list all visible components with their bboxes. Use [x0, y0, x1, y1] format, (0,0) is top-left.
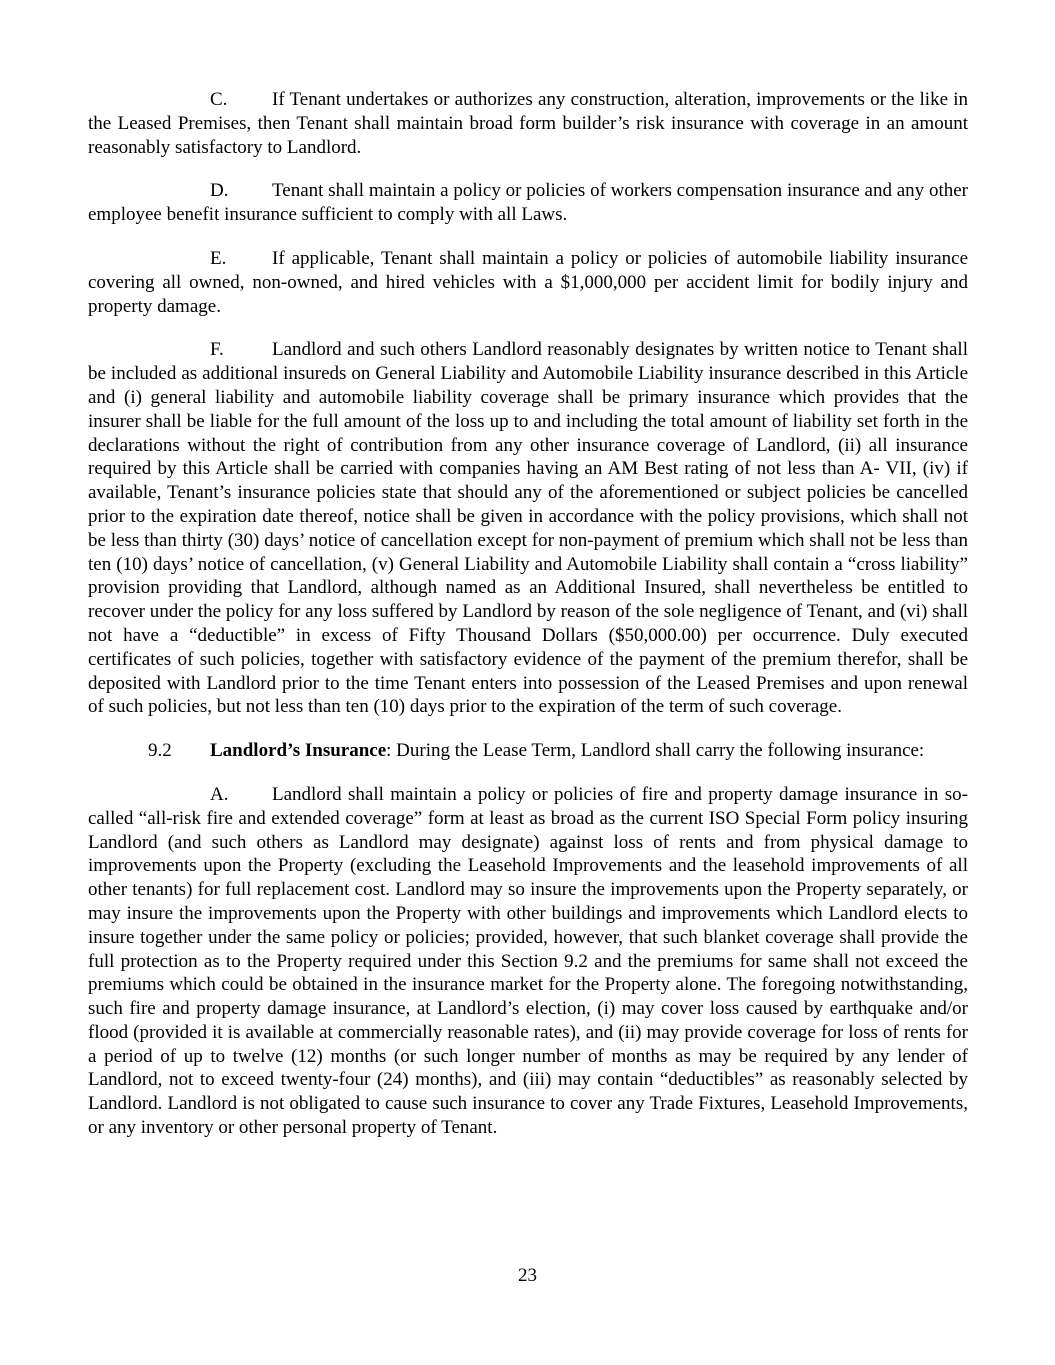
document-page: [88, 88, 968, 1160]
section-9-2: [88, 739, 968, 763]
paragraph-e-text: If applicable, Tenant shall maintain a policy or policies of automobile liability insurance covering all owned, non-owned, and hired vehicles with a $1,000,000 per accident limit for bodily injury and property damage.: [88, 247, 968, 317]
page-number: 23: [518, 1265, 537, 1286]
paragraph-f-text: Landlord and such others Landlord reasonably designates by written notice to Tenant shall be included as additional insureds on General Liability and Automobile Liability insurance described in this Article and (i) general liability and automobile liability coverage shall be primary insurance which provides that the insurer shall be liable for the full amount of the loss up to and including the total amount of liability set forth in the declarations without the right of contribution from any other insurance coverage of Landlord, (ii) all insurance required by this Article shall be carried with companies having an AM Best rating of not less than A- VII, (iv) if available, Tenant’s insurance policies state that should any of the aforementioned or subject policies be cancelled prior to the expiration date thereof, notice shall be given in accordance with the policy provisions, which shall not be less than thirty (30) days’ notice of cancellation except for non-payment of premium which shall not be less than ten (10) days’ notice of cancellation, (v) General Liability and Automobile Liability shall contain a “cross liability” provision providing that Landlord, although named as an Additional Insured, shall nevertheless be entitled to recover under the policy for any loss suffered by Landlord by reason of the sole negligence of Tenant, and (vi) shall not have a “deductible” in excess of Fifty Thousand Dollars ($50,000.00) per occurrence. Duly executed certificates of such policies, together with satisfactory evidence of the payment of the premium therefor, shall be deposited with Landlord prior to the time Tenant enters into possession of the Leased Premises and upon renewal of such policies, but not less than ten (10) days prior to the expiration of the term of such coverage.: [88, 339, 968, 718]
section-intro-text: : During the Lease Term, Landlord shall carry the following insurance:: [386, 740, 925, 762]
paragraph-9-2-a: [88, 783, 968, 1140]
paragraph-c-label: C.: [210, 89, 228, 110]
section-number: 9.2: [148, 740, 172, 762]
paragraph-e: [88, 247, 968, 318]
paragraph-f-label: F.: [210, 339, 224, 361]
paragraph-9-2-a-text: Landlord shall maintain a policy or policies of fire and property damage insurance in so-called “all-risk fire and extended coverage” form at least as broad as the current ISO Special Form policy insuring Landlord (and such others as Landlord may designate) against loss of rents and from physical damage to improvements upon the Property (excluding the Leasehold Improvements and the leasehold improvements of all other tenants) for full replacement cost. Landlord may so insure the improvements upon the Property separately, or may insure the improvements upon the Property with other buildings and improvements which Landlord elects to insure together under the same policy or policies; provided, however, that such blanket coverage shall provide the full protection as to the Property required under this Section 9.2 and the premiums for same shall not exceed the premiums which could be obtained in the insurance market for the Property alone. The foregoing notwithstanding, such fire and property damage insurance, at Landlord’s election, (i) may cover loss caused by earthquake and/or flood (provided it is available at commercially reasonable rates), and (ii) may provide coverage for loss of rents for a period of up to twelve (12) months (or such longer number of months as may be required by any lender of Landlord, not to exceed twenty-four (24) months), and (iii) may contain “deductibles” as reasonably selected by Landlord. Landlord is not obligated to cause such insurance to cover any Trade Fixtures, Leasehold Improvements, or any inventory or other personal property of Tenant.: [88, 783, 968, 1139]
paragraph-d-label: D.: [210, 180, 229, 202]
paragraph-c: [88, 88, 968, 159]
paragraph-9-2-a-label: A.: [210, 783, 229, 805]
paragraph-e-label: E.: [210, 247, 227, 269]
paragraph-f: [88, 338, 968, 719]
section-heading: Landlord’s Insurance: [210, 740, 387, 762]
paragraph-c-text: If Tenant undertakes or authorizes any construction, alteration, improvements or the like in the Leased Premises, then Tenant shall maintain broad form builder’s risk insurance with coverage in an amount reasonably satisfactory to Landlord.: [88, 89, 968, 158]
paragraph-d: [88, 179, 968, 227]
paragraph-d-text: Tenant shall maintain a policy or policies of workers compensation insurance and any other employee benefit insurance sufficient to comply with all Laws.: [88, 180, 968, 226]
